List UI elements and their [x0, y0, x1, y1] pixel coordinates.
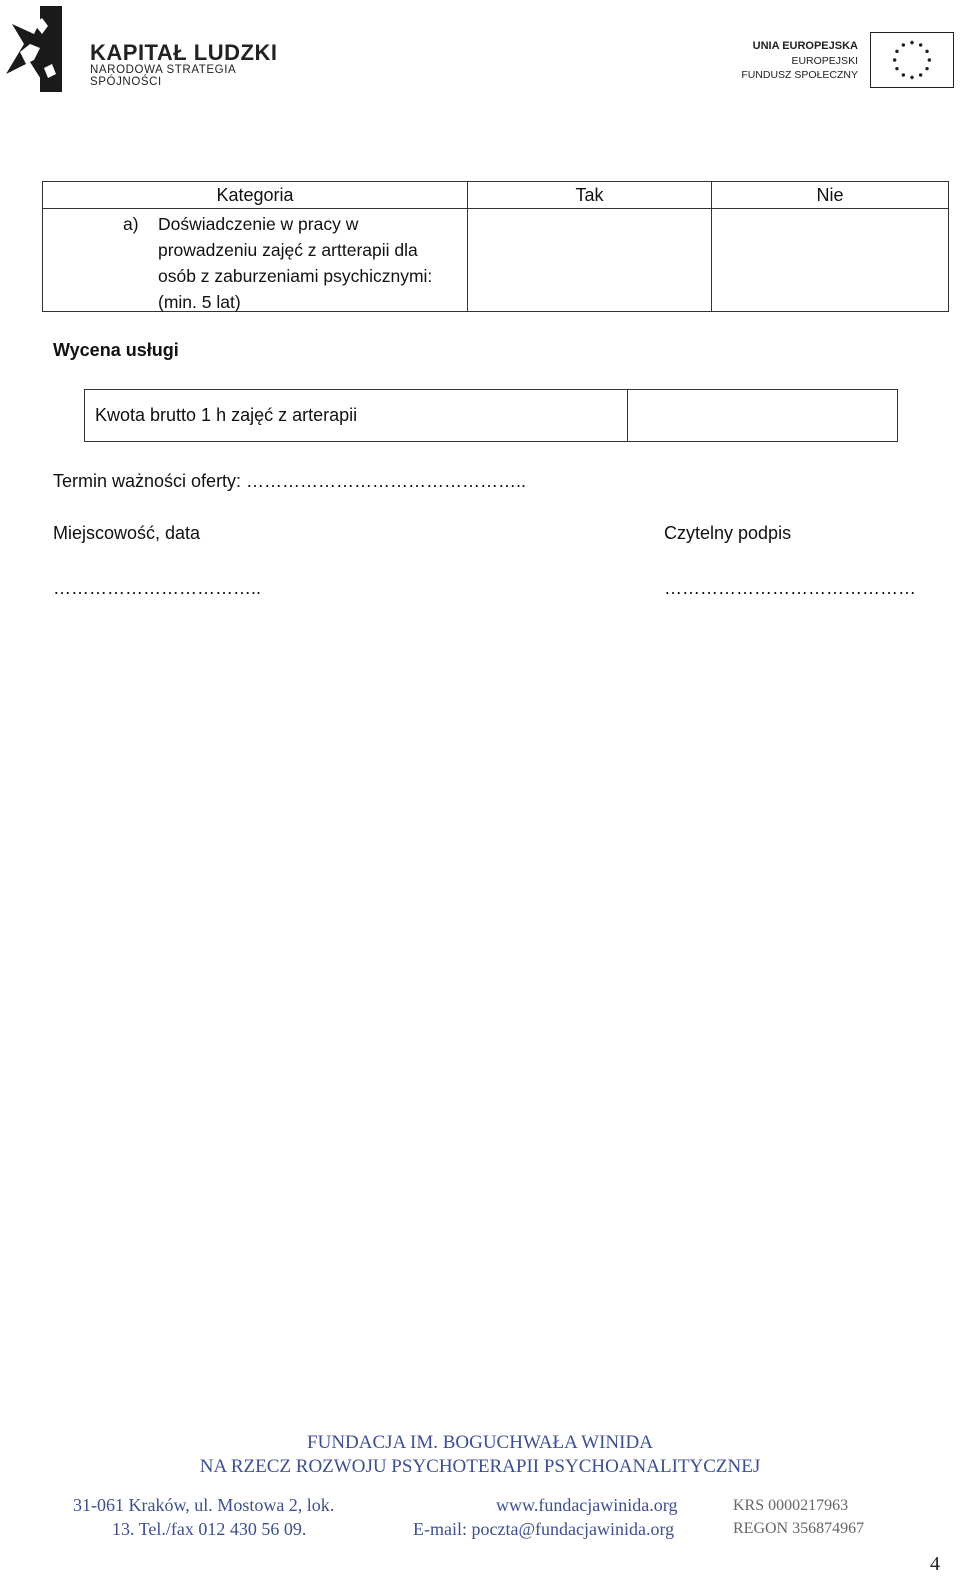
kapital-ludzki-subtitle: NARODOWA STRATEGIA SPÓJNOŚCI: [90, 64, 236, 88]
header-kategoria: Kategoria: [216, 185, 294, 205]
footer-regon: REGON 356874967: [733, 1520, 865, 1537]
eu-logo: [740, 32, 954, 92]
footer-krs: KRS 0000217963: [733, 1497, 849, 1514]
pricing-table: [84, 389, 898, 442]
criteria-line: osób z zaburzeniami psychicznymi:: [158, 266, 433, 286]
criteria-line: Doświadczenie w pracy w: [158, 214, 359, 234]
header-nie: Nie: [816, 185, 844, 205]
footer-address-1: 31-061 Kraków, ul. Mostowa 2, lok.: [73, 1495, 335, 1515]
criteria-line: prowadzeniu zajęć z artterapii dla: [158, 240, 418, 260]
header-tak: Tak: [575, 185, 604, 205]
footer-email[interactable]: E-mail: poczta@fundacjawinida.org: [413, 1519, 675, 1539]
signature-dots: ……………………………………: [664, 578, 916, 598]
criteria-line: (min. 5 lat): [158, 292, 241, 312]
kapital-ludzki-logo-icon: [4, 4, 66, 94]
pricing-value-cell[interactable]: [628, 390, 897, 441]
eu-flag-icon: [870, 32, 954, 88]
page-number: 4: [930, 1553, 940, 1575]
footer-org-line-2: NA RZECZ ROZWOJU PSYCHOTERAPII PSYCHOANALITYCZNEJ: [199, 1456, 761, 1477]
footer-website[interactable]: www.fundacjawinida.org: [496, 1495, 678, 1515]
kapital-ludzki-logo: [4, 4, 304, 96]
criteria-item-marker: a): [123, 214, 139, 234]
footer-org-line-1: FUNDACJA IM. BOGUCHWAŁA WINIDA: [307, 1432, 653, 1453]
criteria-table: [42, 181, 949, 312]
pricing-row-label: Kwota brutto 1 h zajęć z arterapii: [95, 405, 358, 425]
footer-address-2: 13. Tel./fax 012 430 56 09.: [112, 1519, 307, 1539]
eu-line-3: FUNDUSZ SPOŁECZNY: [741, 69, 858, 81]
place-date-dots: ……………………………..: [53, 578, 262, 598]
criteria-item-text: [158, 211, 498, 315]
signature-label: Czytelny podpis: [664, 523, 792, 543]
eu-line-2: EUROPEJSKI: [791, 55, 858, 67]
place-date-label: Miejscowość, data: [53, 523, 201, 543]
eu-line-1: UNIA EUROPEJSKA: [752, 40, 858, 52]
pricing-section-title: Wycena usługi: [53, 340, 179, 360]
offer-validity: Termin ważności oferty: ………………………………………..: [53, 471, 527, 491]
kapital-ludzki-title: KAPITAŁ LUDZKI: [90, 40, 278, 65]
